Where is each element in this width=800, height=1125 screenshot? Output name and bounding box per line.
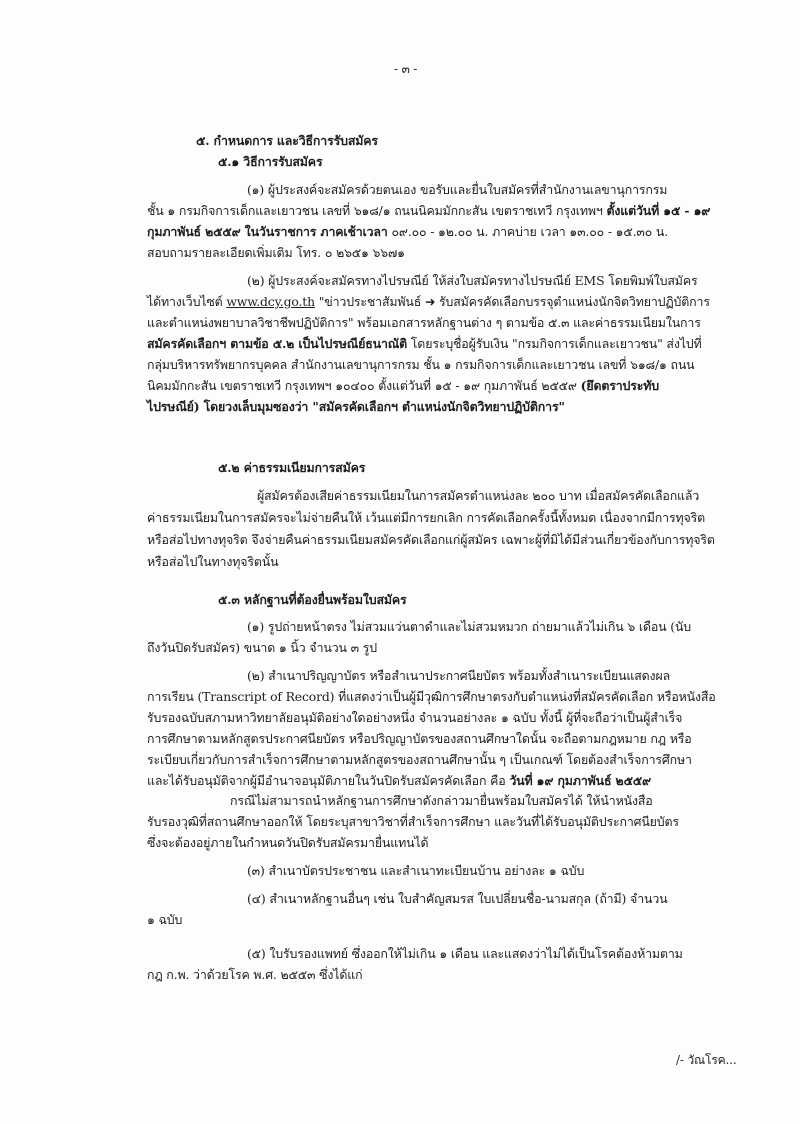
list-item-line: ระเบียบเกี่ยวกับการสำเร็จการศึกษาตามหลักสูตรของสถานศึกษานั้น ๆ เป็นเกณฑ์ โดยต้องสำเร็จการศึกษา	[147, 752, 692, 767]
list-item-line: การเรียน (Transcript of Record) ที่แสดงว่าเป็นผู้มีวุฒิการศึกษาตรงกับตำแหน่งที่สมัครคัดเลือก หรือหนังสือ	[147, 689, 716, 704]
list-item-line: และได้รับอนุมัติจากผู้มีอำนาจอนุมัติภายในวันปิดรับสมัครคัดเลือก คือ วันที่ ๑๙ กุมภาพันธ์ ๒๕๕๙	[147, 773, 651, 788]
list-item-line: รับรองวุฒิที่สถานศึกษาออกให้ โดยระบุสาขาวิชาที่สำเร็จการศึกษา และวันที่ได้รับอนุมัติประกาศนียบัตร	[147, 814, 679, 829]
paragraph-line: และตำแหน่งพยาบาลวิชาชีพปฏิบัติการ" พร้อมเอกสารหลักฐานต่าง ๆ ตามข้อ ๕.๓ และค่าธรรมเนียมในการ	[147, 315, 701, 330]
paragraph-line: หรือส่อไปในทางทุจริตนั้น	[147, 554, 279, 569]
subsection-5-2-heading: ๕.๒ ค่าธรรมเนียมการสมัคร	[218, 460, 366, 475]
paragraph-line: กลุ่มบริหารทรัพยากรบุคคล สำนักงานเลขานุการกรม ชั้น ๑ กรมกิจการเด็กและเยาวชน เลขที่ ๖๑๘/๑ ถนน	[147, 357, 695, 372]
section-title: ๕. กำหนดการ และวิธีการรับสมัคร	[196, 133, 378, 148]
list-item-line: (๓) สำเนาบัตรประชาชน และสำเนาทะเบียนบ้าน อย่างละ ๑ ฉบับ	[247, 863, 585, 878]
list-item-line: การศึกษาตามหลักสูตรประกาศนียบัตร หรือปริญญาบัตรของสถานศึกษาใดนั้น จะถือตามกฎหมาย กฎ หรือ	[147, 731, 692, 746]
list-item-line: รับรองฉบับสภามหาวิทยาลัยอนุมัติอย่างใดอย่างหนึ่ง จำนวนอย่างละ ๑ ฉบับ ทั้งนี้ ผู้ที่จะถือว่าเป็นผู้สำเร็จ	[147, 710, 683, 725]
website-link[interactable]: www.dcy.go.th	[226, 294, 315, 309]
continuation-note: /- วัณโรค...	[676, 1053, 737, 1067]
list-item-line: กฎ ก.พ. ว่าด้วยโรค พ.ศ. ๒๕๕๓ ซึ่งได้แก่	[147, 967, 363, 982]
list-item-line: กรณีไม่สามารถนำหลักฐานการศึกษาดังกล่าวมายื่นพร้อมใบสมัครได้ ให้นำหนังสือ	[230, 793, 653, 808]
paragraph-line: ได้ทางเว็บไซต์ www.dcy.go.th "ข่าวประชาสัมพันธ์ ➜ รับสมัครคัดเลือกบรรจุตำแหน่งนักจิตวิทยาปฏิบัติการ	[147, 294, 710, 309]
paragraph-line: ชั้น ๑ กรมกิจการเด็กและเยาวชน เลขที่ ๖๑๘/๑ ถนนนิคมมักกะสัน เขตราชเทวี กรุงเทพฯ ตั้งแต่วันที่ ๑๕ - ๑๙	[147, 203, 711, 218]
list-item-line: ๑ ฉบับ	[147, 912, 183, 927]
paragraph-line: กุมภาพันธ์ ๒๕๕๙ ในวันราชการ ภาคเช้าเวลา ๐๙.๐๐ - ๑๒.๐๐ น. ภาคบ่าย เวลา ๑๓.๐๐ - ๑๕.๓๐ น.	[147, 224, 669, 239]
list-item-line: (๕) ใบรับรองแพทย์ ซึ่งออกให้ไม่เกิน ๑ เดือน และแสดงว่าไม่ได้เป็นโรคต้องห้ามตาม	[247, 946, 683, 961]
paragraph-line: (๒) ผู้ประสงค์จะสมัครทางไปรษณีย์ ให้ส่งใบสมัครทางไปรษณีย์ EMS โดยพิมพ์ใบสมัคร	[247, 273, 698, 288]
list-item-line: (๔) สำเนาหลักฐานอื่นๆ เช่น ใบสำคัญสมรส ใบเปลี่ยนชื่อ-นามสกุล (ถ้ามี) จำนวน	[247, 891, 668, 906]
paragraph-line: ไปรษณีย์) โดยวงเล็บมุมซองว่า "สมัครคัดเลือกฯ ตำแหน่งนักจิตวิทยาปฏิบัติการ"	[147, 399, 565, 414]
list-item-line: ถึงวันปิดรับสมัคร) ขนาด ๑ นิ้ว จำนวน ๓ รูป	[147, 640, 377, 655]
paragraph-line: ค่าธรรมเนียมในการสมัครจะไม่จ่ายคืนให้ เว้นแต่มีการยกเลิก การคัดเลือกครั้งนี้ทั้งหมด เนื่องจากมีการทุจริต	[147, 510, 705, 525]
paragraph-line: หรือส่อไปทางทุจริต จึงจ่ายคืนค่าธรรมเนียมสมัครคัดเลือกแก่ผู้สมัคร เฉพาะผู้ที่มิได้มีส่วนเกี่ยวข้องกับการทุจริต	[147, 532, 715, 547]
list-item-line: ซึ่งจะต้องอยู่ภายในกำหนดวันปิดรับสมัครมายื่นแทนได้	[147, 835, 429, 850]
paragraph-line: ผู้สมัครต้องเสียค่าธรรมเนียมในการสมัครตำแหน่งละ ๒๐๐ บาท เมื่อสมัครคัดเลือกแล้ว	[257, 488, 700, 503]
paragraph-line: นิคมมักกะสัน เขตราชเทวี กรุงเทพฯ ๑๐๔๐๐ ตั้งแต่วันที่ ๑๕ - ๑๙ กุมภาพันธ์ ๒๕๕๙ (ยึดตราประทับ	[147, 378, 660, 393]
paragraph-line: (๑) ผู้ประสงค์จะสมัครด้วยตนเอง ขอรับและยื่นใบสมัครที่สำนักงานเลขานุการกรม	[247, 182, 668, 197]
list-item-line: (๑) รูปถ่ายหน้าตรง ไม่สวมแว่นตาดำและไม่สวมหมวก ถ่ายมาแล้วไม่เกิน ๖ เดือน (นับ	[247, 619, 691, 634]
paragraph-line: สอบถามรายละเอียดเพิ่มเติม โทร. ๐ ๒๖๕๑ ๖๖๗๑	[147, 245, 405, 260]
page-number: - ๓ -	[394, 62, 418, 76]
subsection-5-3-heading: ๕.๓ หลักฐานที่ต้องยื่นพร้อมใบสมัคร	[218, 592, 407, 607]
list-item-line: (๒) สำเนาปริญญาบัตร หรือสำเนาประกาศนียบัตร พร้อมทั้งสำเนาระเบียนแสดงผล	[247, 668, 671, 683]
subsection-5-1-heading: ๕.๑ วิธีการรับสมัคร	[218, 154, 323, 169]
paragraph-line: สมัครคัดเลือกฯ ตามข้อ ๕.๒ เป็นไปรษณีย์ธนาณัติ โดยระบุชื่อผู้รับเงิน "กรมกิจการเด็กและเยาวชน" ส่งไปที่	[147, 336, 702, 351]
